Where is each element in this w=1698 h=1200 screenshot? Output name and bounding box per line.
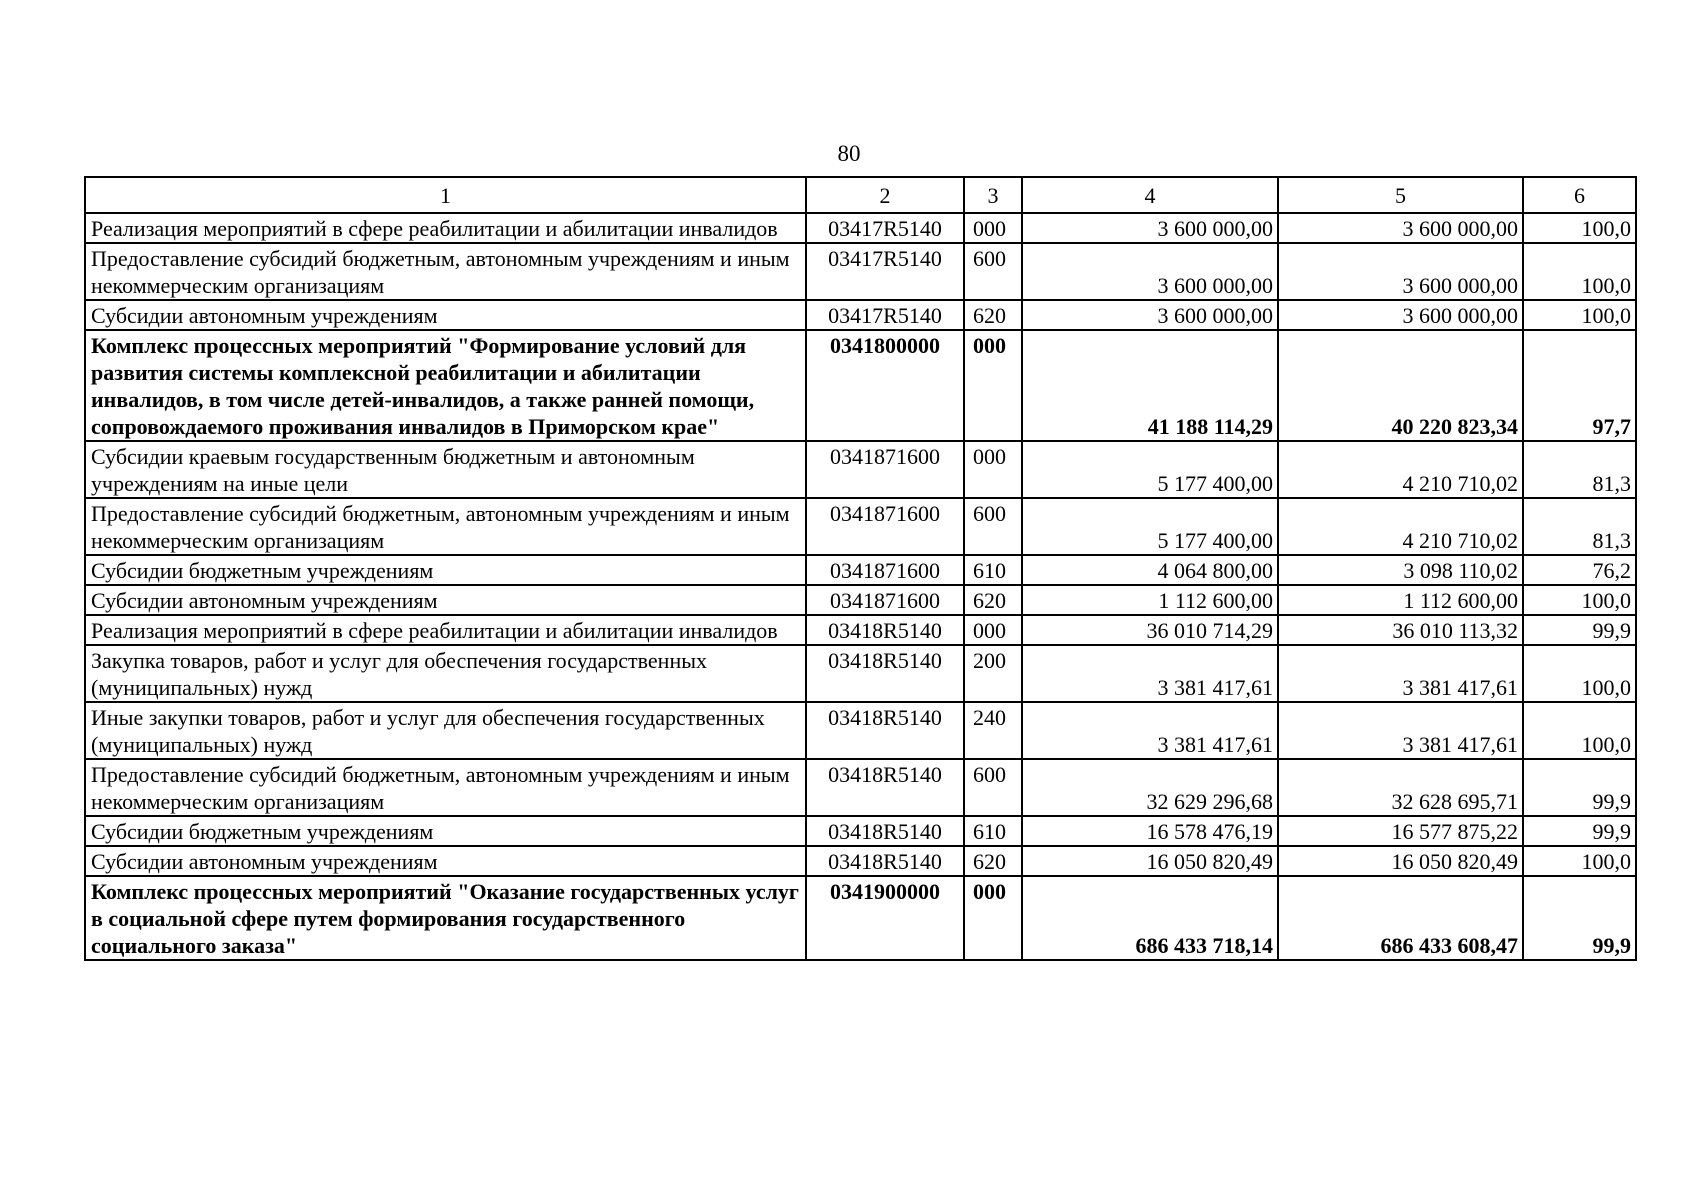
- table-row: [85, 585, 1636, 615]
- table-row: [85, 876, 1636, 960]
- row-fact-cell: 40 220 823,34: [1278, 330, 1523, 441]
- table-row: [85, 816, 1636, 846]
- row-code-cell: 0341900000: [806, 876, 964, 960]
- row-plan-cell: 686 433 718,14: [1022, 876, 1278, 960]
- row-percent-cell: 76,2: [1523, 555, 1636, 585]
- row-plan-cell: 3 600 000,00: [1022, 300, 1278, 330]
- row-name-cell: Реализация мероприятий в сфере реабилитации и абилитации инвалидов: [85, 213, 806, 243]
- row-fact-cell: 16 050 820,49: [1278, 846, 1523, 876]
- row-plan-cell: 3 600 000,00: [1022, 243, 1278, 300]
- row-type-cell: 600: [964, 759, 1022, 816]
- row-fact-cell: 32 628 695,71: [1278, 759, 1523, 816]
- row-code-cell: 03418R5140: [806, 615, 964, 645]
- row-name-cell: Субсидии бюджетным учреждениям: [85, 555, 806, 585]
- row-fact-cell: 3 098 110,02: [1278, 555, 1523, 585]
- row-code-cell: 0341871600: [806, 585, 964, 615]
- row-fact-cell: 36 010 113,32: [1278, 615, 1523, 645]
- row-name-cell: Субсидии автономным учреждениям: [85, 300, 806, 330]
- page-number: 80: [837, 141, 861, 166]
- table-row: [85, 243, 1636, 300]
- row-type-cell: 000: [964, 441, 1022, 498]
- row-fact-cell: 3 600 000,00: [1278, 300, 1523, 330]
- row-name-cell: Комплекс процессных мероприятий "Оказание государственных услуг в социальной сфере путем формирования государственного социального заказа": [85, 876, 806, 960]
- table-row: [85, 213, 1636, 243]
- row-plan-cell: 32 629 296,68: [1022, 759, 1278, 816]
- row-type-cell: 000: [964, 213, 1022, 243]
- row-percent-cell: 99,9: [1523, 759, 1636, 816]
- row-plan-cell: 3 381 417,61: [1022, 645, 1278, 702]
- row-name-cell: Реализация мероприятий в сфере реабилитации и абилитации инвалидов: [85, 615, 806, 645]
- table-row: [85, 300, 1636, 330]
- row-type-cell: 000: [964, 615, 1022, 645]
- row-code-cell: 03418R5140: [806, 846, 964, 876]
- row-plan-cell: 4 064 800,00: [1022, 555, 1278, 585]
- row-fact-cell: 3 600 000,00: [1278, 213, 1523, 243]
- row-plan-cell: 5 177 400,00: [1022, 498, 1278, 555]
- row-percent-cell: 99,9: [1523, 816, 1636, 846]
- row-type-cell: 200: [964, 645, 1022, 702]
- row-percent-cell: 81,3: [1523, 441, 1636, 498]
- row-name-cell: Закупка товаров, работ и услуг для обеспечения государственных (муниципальных) нужд: [85, 645, 806, 702]
- row-percent-cell: 99,9: [1523, 615, 1636, 645]
- row-name-cell: Предоставление субсидий бюджетным, автономным учреждениям и иным некоммерческим организациям: [85, 759, 806, 816]
- row-plan-cell: 16 578 476,19: [1022, 816, 1278, 846]
- table-row: [85, 615, 1636, 645]
- row-code-cell: 0341871600: [806, 498, 964, 555]
- row-fact-cell: 3 381 417,61: [1278, 645, 1523, 702]
- table-row: [85, 702, 1636, 759]
- table-row: [85, 330, 1636, 441]
- row-code-cell: 03418R5140: [806, 702, 964, 759]
- row-type-cell: 600: [964, 498, 1022, 555]
- budget-table: [84, 176, 1637, 961]
- row-type-cell: 000: [964, 876, 1022, 960]
- row-code-cell: 03418R5140: [806, 759, 964, 816]
- row-fact-cell: 4 210 710,02: [1278, 498, 1523, 555]
- row-code-cell: 03418R5140: [806, 816, 964, 846]
- row-code-cell: 03417R5140: [806, 300, 964, 330]
- row-plan-cell: 16 050 820,49: [1022, 846, 1278, 876]
- row-name-cell: Иные закупки товаров, работ и услуг для обеспечения государственных (муниципальных) нужд: [85, 702, 806, 759]
- row-fact-cell: 686 433 608,47: [1278, 876, 1523, 960]
- row-plan-cell: 3 600 000,00: [1022, 213, 1278, 243]
- header-col-4: 4: [1022, 177, 1278, 213]
- row-name-cell: Субсидии автономным учреждениям: [85, 846, 806, 876]
- table-row: [85, 846, 1636, 876]
- row-type-cell: 620: [964, 300, 1022, 330]
- row-name-cell: Субсидии краевым государственным бюджетным и автономным учреждениям на иные цели: [85, 441, 806, 498]
- row-name-cell: Предоставление субсидий бюджетным, автономным учреждениям и иным некоммерческим организациям: [85, 498, 806, 555]
- row-type-cell: 610: [964, 555, 1022, 585]
- row-percent-cell: 100,0: [1523, 645, 1636, 702]
- row-code-cell: 03417R5140: [806, 243, 964, 300]
- row-fact-cell: 3 381 417,61: [1278, 702, 1523, 759]
- table-row: [85, 441, 1636, 498]
- table-row: [85, 555, 1636, 585]
- row-percent-cell: 97,7: [1523, 330, 1636, 441]
- header-col-3: 3: [964, 177, 1022, 213]
- row-name-cell: Комплекс процессных мероприятий "Формирование условий для развития системы комплексной реабилитации и абилитации инвалидов, в том числе детей-инвалидов, а также ранней помощи, сопровождаемого проживания инвалидов в Приморском крае": [85, 330, 806, 441]
- row-plan-cell: 1 112 600,00: [1022, 585, 1278, 615]
- row-plan-cell: 36 010 714,29: [1022, 615, 1278, 645]
- row-name-cell: Предоставление субсидий бюджетным, автономным учреждениям и иным некоммерческим организациям: [85, 243, 806, 300]
- header-col-1: 1: [85, 177, 806, 213]
- row-percent-cell: 99,9: [1523, 876, 1636, 960]
- row-type-cell: 620: [964, 585, 1022, 615]
- header-col-2: 2: [806, 177, 964, 213]
- table-row: [85, 759, 1636, 816]
- row-type-cell: 600: [964, 243, 1022, 300]
- row-percent-cell: 100,0: [1523, 213, 1636, 243]
- row-fact-cell: 1 112 600,00: [1278, 585, 1523, 615]
- row-fact-cell: 16 577 875,22: [1278, 816, 1523, 846]
- header-col-5: 5: [1278, 177, 1523, 213]
- row-type-cell: 610: [964, 816, 1022, 846]
- header-col-6: 6: [1523, 177, 1636, 213]
- row-fact-cell: 4 210 710,02: [1278, 441, 1523, 498]
- row-type-cell: 620: [964, 846, 1022, 876]
- row-percent-cell: 100,0: [1523, 702, 1636, 759]
- row-type-cell: 000: [964, 330, 1022, 441]
- row-name-cell: Субсидии автономным учреждениям: [85, 585, 806, 615]
- row-plan-cell: 41 188 114,29: [1022, 330, 1278, 441]
- table-row: [85, 498, 1636, 555]
- row-plan-cell: 5 177 400,00: [1022, 441, 1278, 498]
- row-percent-cell: 100,0: [1523, 585, 1636, 615]
- row-percent-cell: 100,0: [1523, 243, 1636, 300]
- row-code-cell: 0341800000: [806, 330, 964, 441]
- table-header-row: [85, 177, 1636, 213]
- row-code-cell: 03417R5140: [806, 213, 964, 243]
- row-percent-cell: 100,0: [1523, 300, 1636, 330]
- table-row: [85, 645, 1636, 702]
- row-code-cell: 0341871600: [806, 441, 964, 498]
- row-percent-cell: 100,0: [1523, 846, 1636, 876]
- row-type-cell: 240: [964, 702, 1022, 759]
- row-fact-cell: 3 600 000,00: [1278, 243, 1523, 300]
- row-plan-cell: 3 381 417,61: [1022, 702, 1278, 759]
- row-code-cell: 03418R5140: [806, 645, 964, 702]
- row-name-cell: Субсидии бюджетным учреждениям: [85, 816, 806, 846]
- row-percent-cell: 81,3: [1523, 498, 1636, 555]
- row-code-cell: 0341871600: [806, 555, 964, 585]
